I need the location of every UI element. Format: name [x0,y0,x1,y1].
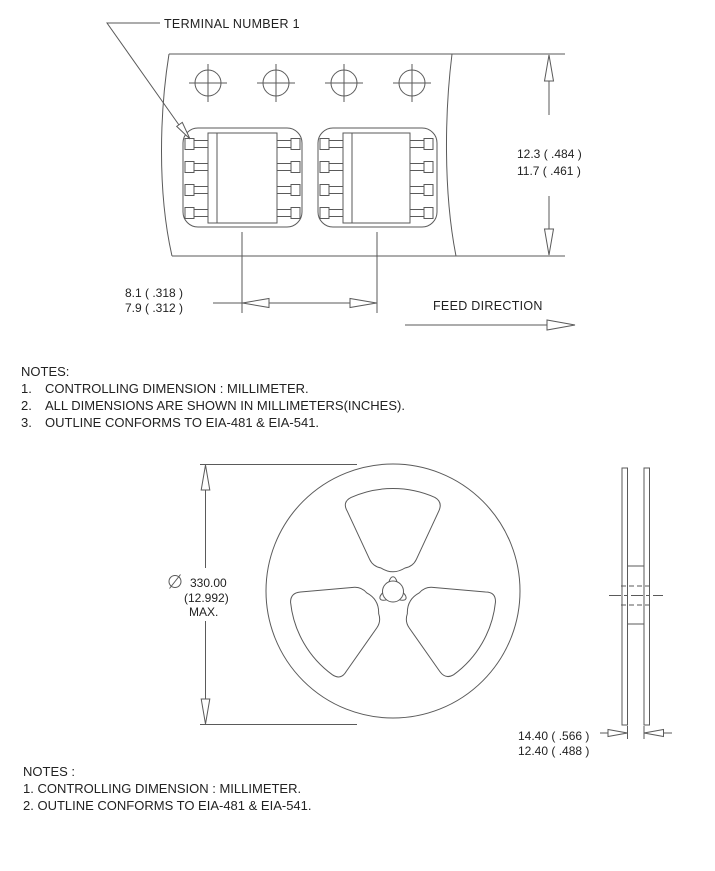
reel-window-cutout [345,488,440,571]
ic-pin [410,139,433,150]
reel-hub-hole [378,577,408,603]
ic-pin [320,162,343,173]
diameter-symbol-icon [169,575,181,589]
pocket-outline [318,128,437,227]
terminal-1-callout [107,17,300,139]
ic-pin [185,208,208,219]
ic-pin [277,208,300,219]
reel-windows [280,488,506,684]
arrow-down-icon [201,699,210,724]
arrow-right-icon [350,299,377,308]
carrier-tape-view [107,17,582,330]
note-text: 1. CONTROLLING DIMENSION : MILLIMETER. [23,781,302,796]
reel-flange-left [622,468,628,725]
pocket-outline [183,128,302,227]
ic-pin [277,139,300,150]
note-text: ALL DIMENSIONS ARE SHOWN IN MILLIMETERS(INCHES). [45,398,405,413]
note-text: OUTLINE CONFORMS TO EIA-481 & EIA-541. [45,415,320,430]
dim-value-max: 12.3 ( .484 ) [517,147,582,161]
ic-pin [277,162,300,173]
sprocket-hole [393,64,431,102]
tape-torn-left-edge [162,54,173,256]
ic-body [208,133,277,223]
arrow-down-icon [545,229,554,255]
sprocket-hole [325,64,363,102]
reel-width-dimension [518,726,672,758]
note-number: 3. [21,415,32,430]
terminal-callout-label: TERMINAL NUMBER 1 [164,17,300,31]
sprocket-holes [189,64,431,102]
ic-pin [320,208,343,219]
note-number: 2. [21,398,32,413]
ic-pin [320,185,343,196]
pocket-pitch-dimension [125,232,377,315]
arrow-left-icon [243,299,270,308]
arrow-right-icon [608,730,628,737]
sprocket-hole [189,64,227,102]
tape-notes [21,364,405,430]
arrow-up-icon [545,55,554,81]
ic-pin [185,185,208,196]
tape-torn-right-edge [446,54,456,256]
tape-pocket-2 [318,128,437,227]
reel-side-view [518,468,672,758]
note-text: 2. OUTLINE CONFORMS TO EIA-481 & EIA-541. [23,798,312,813]
dim-value-min: 11.7 ( .461 ) [517,164,581,178]
arrow-up-icon [201,465,210,490]
ic-body [343,133,410,223]
reel-diameter-dimension [169,465,357,725]
reel-front-view [169,464,520,725]
reel-flange-right [644,468,650,725]
dim-value-min: 7.9 ( .312 ) [125,301,184,315]
ic-pin [185,139,208,150]
note-text: CONTROLLING DIMENSION : MILLIMETER. [45,381,309,396]
tape-pocket-1 [183,128,302,227]
diameter-value: 330.00 [190,576,227,590]
dim-value-max: 14.40 ( .566 ) [518,729,590,743]
dim-value-max: 8.1 ( .318 ) [125,286,184,300]
reel-flange-outline [266,464,520,718]
ic-pin [410,162,433,173]
feed-direction [405,299,575,330]
leader-line [107,23,179,125]
notes-heading: NOTES : [23,764,76,779]
notes-heading: NOTES: [21,364,70,379]
arrow-left-icon [644,730,664,737]
ic-pin [320,139,343,150]
reel-window-cutout [280,560,400,684]
tape-width-dimension [517,55,582,255]
sprocket-hole [257,64,295,102]
diameter-qualifier: MAX. [189,605,219,619]
reel-window-cutout [386,560,506,684]
feed-direction-label: FEED DIRECTION [433,299,543,313]
diameter-inches: (12.992) [184,591,229,605]
ic-pin [185,162,208,173]
ic-pin [277,185,300,196]
leader-arrowhead-icon [177,122,190,139]
ic-pin [410,185,433,196]
note-number: 1. [21,381,32,396]
arrow-right-icon [547,320,575,330]
ic-pin [410,208,433,219]
dim-value-min: 12.40 ( .488 ) [518,744,590,758]
reel-notes [23,764,312,813]
